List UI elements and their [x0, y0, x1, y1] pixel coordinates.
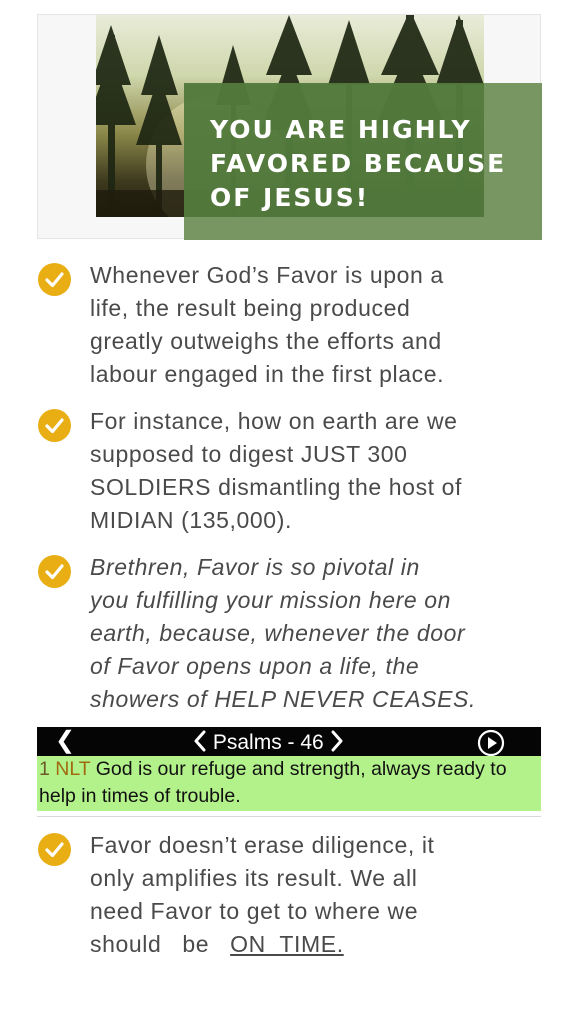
text-line: Brethren, Favor is so pivotal in [90, 554, 420, 580]
text-line: SOLDIERS dismantling the host of [90, 474, 463, 500]
text-line: of Favor opens upon a life, the [90, 653, 420, 679]
text-line: should be [90, 931, 231, 957]
text-line: supposed to digest JUST 300 [90, 441, 408, 467]
text-line: you fulfilling your mission here on [90, 587, 452, 613]
text-line: Favor doesn’t erase diligence, it [90, 832, 435, 858]
text-line: For instance, how on earth are we [90, 408, 458, 434]
text-line: MIDIAN (135,000). [90, 507, 292, 533]
check-circle-icon [38, 409, 71, 442]
text-line: need Favor to get to where we [90, 898, 419, 924]
divider [37, 816, 541, 817]
text-line: life, the result being produced [90, 295, 411, 321]
verse-content: God is our refuge and strength, always ready to help in times of trouble. [39, 758, 507, 807]
chapter-reference: Psalms - 46 [212, 731, 324, 754]
verse-text [39, 756, 539, 810]
bullet-text [90, 405, 538, 537]
verse-toolbar [37, 727, 541, 756]
verse-body [37, 756, 541, 811]
check-circle-icon [38, 555, 71, 588]
chapter-navigator[interactable] [193, 730, 344, 755]
bullet-text [90, 259, 538, 391]
text-line: earth, because, whenever the door [90, 620, 466, 646]
banner-title-line: FAVORED BECAUSE [210, 149, 507, 178]
emphasis-text: ON TIME. [230, 931, 344, 957]
text-line: greatly outweighs the efforts and [90, 328, 442, 354]
check-circle-icon [38, 833, 71, 866]
banner-title-line: OF JESUS! [210, 183, 370, 212]
banner-title-line: YOU ARE HIGHLY [210, 115, 472, 144]
bullet-text [90, 551, 538, 716]
text-line: only amplifies its result. We all [90, 865, 418, 891]
bible-version[interactable]: NLT [55, 758, 91, 780]
chevron-right-icon[interactable] [330, 730, 344, 752]
play-circle-icon[interactable] [477, 729, 505, 757]
banner-title [210, 113, 530, 215]
verse-number: 1 [39, 758, 50, 780]
bible-verse-widget [37, 727, 541, 811]
text-line: labour engaged in the first place. [90, 361, 445, 387]
chevron-left-icon[interactable]: ❮ [55, 727, 76, 754]
text-line: Whenever God’s Favor is upon a [90, 262, 444, 288]
text-line: showers of HELP NEVER CEASES. [90, 686, 476, 712]
bullet-text [90, 829, 538, 961]
check-circle-icon [38, 263, 71, 296]
banner-image [37, 14, 541, 239]
chevron-left-icon[interactable] [193, 730, 207, 752]
